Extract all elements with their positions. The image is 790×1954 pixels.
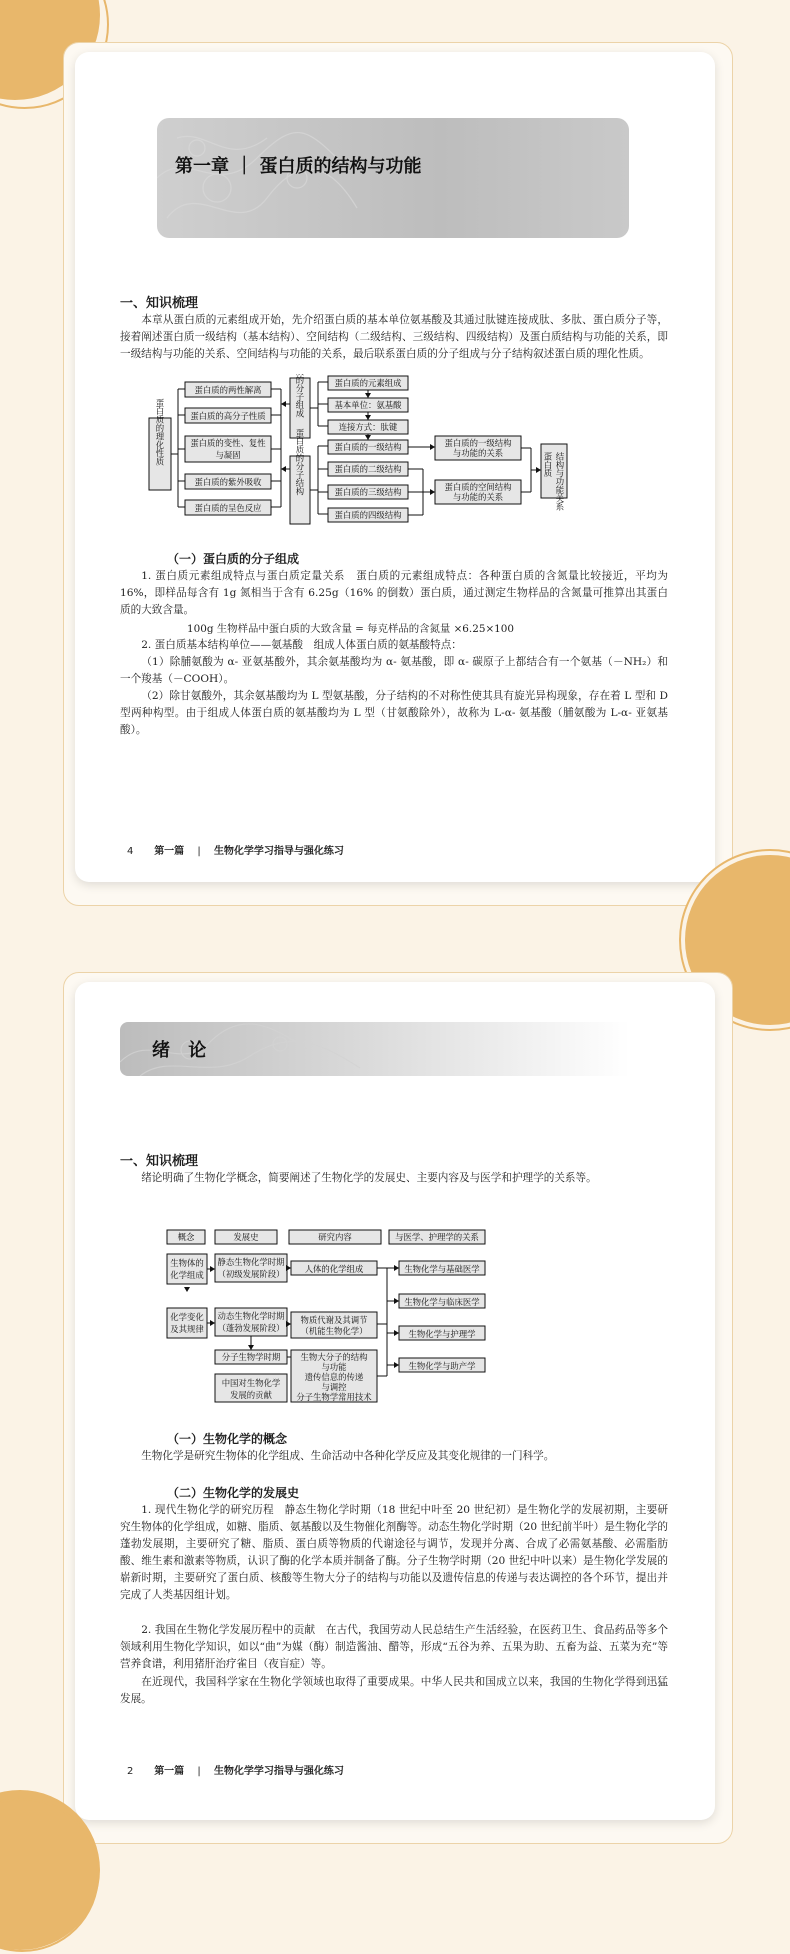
diagram-research-item: 物质代谢及其调节 bbox=[300, 1315, 368, 1325]
page-footer bbox=[127, 1762, 344, 1777]
diagram-header: 研究内容 bbox=[318, 1232, 352, 1242]
diagram-left-item: 蛋白质的紫外吸收 bbox=[194, 477, 262, 487]
diagram-history-item: （初级发展阶段） bbox=[217, 1269, 285, 1279]
diagram-left-item: 蛋白质的高分子性质 bbox=[190, 411, 266, 421]
diagram-left-item: 蛋白质的变性、复性 bbox=[190, 438, 266, 448]
paragraph: （2）除甘氨酸外，其余氨基酸均为 L 型氨基酸，分子结构的不对称性使其具有旋光异构现象，存在着 L 型和 D 型两种构型。由于组成人体蛋白质的氨基酸均为 L 型（甘氨酸除外），故称为 L-α- 氨基酸（脯氨酸为 L-α- 亚氨基酸）。 bbox=[120, 690, 668, 736]
diagram-right-item: 蛋白质的一级结构 bbox=[334, 442, 402, 452]
subsection-heading: （二）生物化学的发展史 bbox=[167, 1486, 300, 1500]
page2-card bbox=[75, 982, 715, 1820]
banner-pattern bbox=[157, 118, 629, 238]
diagram-end-label: 结构与功能关系 bbox=[555, 452, 565, 511]
page-number: 2 bbox=[127, 1766, 134, 1777]
diagram-header: 与医学、护理学的关系 bbox=[395, 1232, 479, 1242]
diagram-research-item: （机能生物化学） bbox=[300, 1326, 368, 1336]
diagram-relation-item: 生物化学与护理学 bbox=[408, 1329, 476, 1339]
paragraph: 2. 蛋白质基本结构单位——氨基酸 组成人体蛋白质的氨基酸特点： bbox=[141, 639, 462, 651]
diagram-relation-item: 与功能的关系 bbox=[452, 448, 504, 458]
diagram-research-item: 与功能 bbox=[321, 1362, 347, 1372]
footer-part: 第一篇 bbox=[154, 846, 185, 857]
diagram-right-item: 连接方式：肽键 bbox=[338, 422, 398, 432]
diagram-concept-item: 及其规律 bbox=[170, 1324, 204, 1334]
section-heading: 一、知识梳理 bbox=[120, 296, 199, 311]
diagram-research-item: 生物大分子的结构 bbox=[300, 1352, 368, 1362]
diagram-history-item: 静态生物化学时期 bbox=[217, 1257, 285, 1267]
footer-book-title: 生物化学学习指导与强化练习 bbox=[213, 1766, 344, 1777]
protein-structure-diagram bbox=[145, 374, 655, 536]
section-paragraph: 绪论明确了生物化学概念，简要阐述了生物化学的发展史、主要内容及与医学和护理学的关系等。 bbox=[141, 1172, 597, 1184]
paragraph: 1. 现代生物化学的研究历程 静态生物化学时期（18 世纪中叶至 20 世纪初）是生物化学的发展初期，主要研究生物体的化学组成，如糖、脂质、氨基酸以及生物催化剂酶等。动态生物化学时期（20 世纪前半叶）是生物化学的蓬勃发展期，主要研究了糖、脂质、蛋白质等物质的代谢途径与调节，发现并分离、合成了必需氨基酸、必需脂肪酸、维生素和激素等物质，认识了酶的化学本质并制备了酶。分子生物学时期（20 世纪中叶以来）是生物化学发展的崭新时期，主要研究了蛋白质、核酸等生物大分子的结构与功能以及遗传信息的传递与表达调控的各个环节，提出并完成了人类基因组计划。 bbox=[120, 1504, 668, 1601]
diagram-history-item: 发展的贡献 bbox=[230, 1390, 272, 1400]
diagram-left-item: 蛋白质的呈色反应 bbox=[194, 503, 262, 513]
diagram-history-item: 中国对生物化学 bbox=[221, 1378, 281, 1388]
formula: 100g 生物样品中蛋白质的大致含量 = 每克样品的含氮量 ×6.25×100 bbox=[187, 623, 514, 635]
diagram-history-item: 动态生物化学时期 bbox=[217, 1311, 285, 1321]
footer-separator: | bbox=[197, 1766, 201, 1777]
paragraph: （1）除脯氨酸为 α- 亚氨基酸外，其余氨基酸均为 α- 氨基酸，即 α- 碳原子上都结合有一个氨基（－NH₂）和一个羧基（－COOH）。 bbox=[120, 656, 668, 685]
biochemistry-overview-diagram bbox=[165, 1228, 585, 1410]
diagram-right-item: 蛋白质的四级结构 bbox=[334, 510, 402, 520]
diagram-right-item: 蛋白质的二级结构 bbox=[334, 464, 402, 474]
diagram-relation-item: 生物化学与助产学 bbox=[408, 1361, 476, 1371]
footer-part: 第一篇 bbox=[154, 1766, 185, 1777]
diagram-relation-item: 蛋白质的一级结构 bbox=[444, 438, 512, 448]
diagram-research-item: 与调控 bbox=[321, 1382, 347, 1392]
subsection-heading: （一）生物化学的概念 bbox=[167, 1432, 288, 1446]
diagram-history-item: （蓬勃发展阶段） bbox=[217, 1323, 285, 1333]
diagram-right-item: 基本单位：氨基酸 bbox=[334, 400, 402, 410]
page-footer bbox=[127, 842, 344, 857]
diagram-relation-item: 生物化学与基础医学 bbox=[404, 1264, 480, 1274]
chapter-title: 绪 论 bbox=[152, 1040, 213, 1061]
diagram-right-item: 蛋白质的元素组成 bbox=[334, 378, 402, 388]
footer-separator: | bbox=[197, 846, 201, 857]
diagram-header: 概念 bbox=[177, 1232, 195, 1242]
diagram-research-item: 分子生物学常用技术 bbox=[296, 1392, 372, 1402]
diagram-left-item: 蛋白质的两性解离 bbox=[194, 385, 262, 395]
chapter-banner bbox=[120, 1022, 630, 1076]
section-heading: 一、知识梳理 bbox=[120, 1154, 199, 1169]
paragraph: 生物化学是研究生物体的化学组成、生命活动中各种化学反应及其变化规律的一门科学。 bbox=[141, 1450, 555, 1462]
paragraph: 1. 蛋白质元素组成特点与蛋白质定量关系 蛋白质的元素组成特点：各种蛋白质的含氮量比较接近，平均为 16%，即样品每含有 1g 氮相当于含有 6.25g（16% 的倒数）蛋白质，通过测定生物样品的含氮量可推算出其蛋白质的大致含量。 bbox=[120, 570, 668, 616]
diagram-relation-item: 与功能的关系 bbox=[452, 492, 504, 502]
footer-book-title: 生物化学学习指导与强化练习 bbox=[213, 846, 344, 857]
diagram-label-physchem: 蛋白质的理化性质 bbox=[155, 398, 165, 466]
diagram-research-item: 人体的化学组成 bbox=[304, 1264, 364, 1274]
chapter-title: 第一章 ｜ 蛋白质的结构与功能 bbox=[175, 156, 422, 177]
diagram-history-item: 分子生物学时期 bbox=[221, 1352, 281, 1362]
diagram-header: 发展史 bbox=[233, 1232, 259, 1242]
subsection-heading: （一）蛋白质的分子组成 bbox=[167, 552, 300, 566]
diagram-relation-item: 蛋白质的空间结构 bbox=[444, 482, 512, 492]
diagram-label-structure: 蛋白质的分子结构 bbox=[295, 428, 305, 496]
paragraph: 在近现代，我国科学家在生物化学领域也取得了重要成果。中华人民共和国成立以来，我国的生物化学得到迅猛发展。 bbox=[120, 1676, 668, 1705]
page-number: 4 bbox=[127, 846, 134, 857]
diagram-concept-item: 化学变化 bbox=[170, 1312, 204, 1322]
section-paragraph: 本章从蛋白质的元素组成开始，先介绍蛋白质的基本单位氨基酸及其通过肽键连接成肽、多肽、蛋白质分子等，接着阐述蛋白质一级结构（基本结构）、空间结构（二级结构、三级结构、四级结构）及蛋白质结构与功能的关系，即一级结构与功能的关系、空间结构与功能的关系，最后联系蛋白质的分子组成与分子结构叙述蛋白质的理化性质。 bbox=[120, 314, 668, 360]
paragraph: 2. 我国在生物化学发展历程中的贡献 在古代，我国劳动人民总结生产生活经验，在医药卫生、食品药品等多个领域利用生物化学知识，如以“曲”为媒（酶）制造酱油、醋等，形成“五谷为养、五果为助、五畜为益、五菜为充”等营养食谱，利用猪肝治疗雀目（夜盲症）等。 bbox=[120, 1624, 668, 1670]
page1-card bbox=[75, 52, 715, 882]
diagram-research-item: 遗传信息的传递 bbox=[304, 1372, 364, 1382]
chapter-banner bbox=[157, 118, 629, 238]
diagram-concept-item: 生物体的 bbox=[170, 1258, 204, 1268]
diagram-label-composition: 蛋白质的分子组成 bbox=[295, 374, 305, 418]
diagram-left-item: 与凝固 bbox=[215, 450, 241, 460]
diagram-right-item: 蛋白质的三级结构 bbox=[334, 487, 402, 497]
diagram-concept-item: 化学组成 bbox=[170, 1270, 204, 1280]
diagram-end-label: 蛋白质 bbox=[543, 452, 553, 478]
diagram-relation-item: 生物化学与临床医学 bbox=[404, 1297, 480, 1307]
